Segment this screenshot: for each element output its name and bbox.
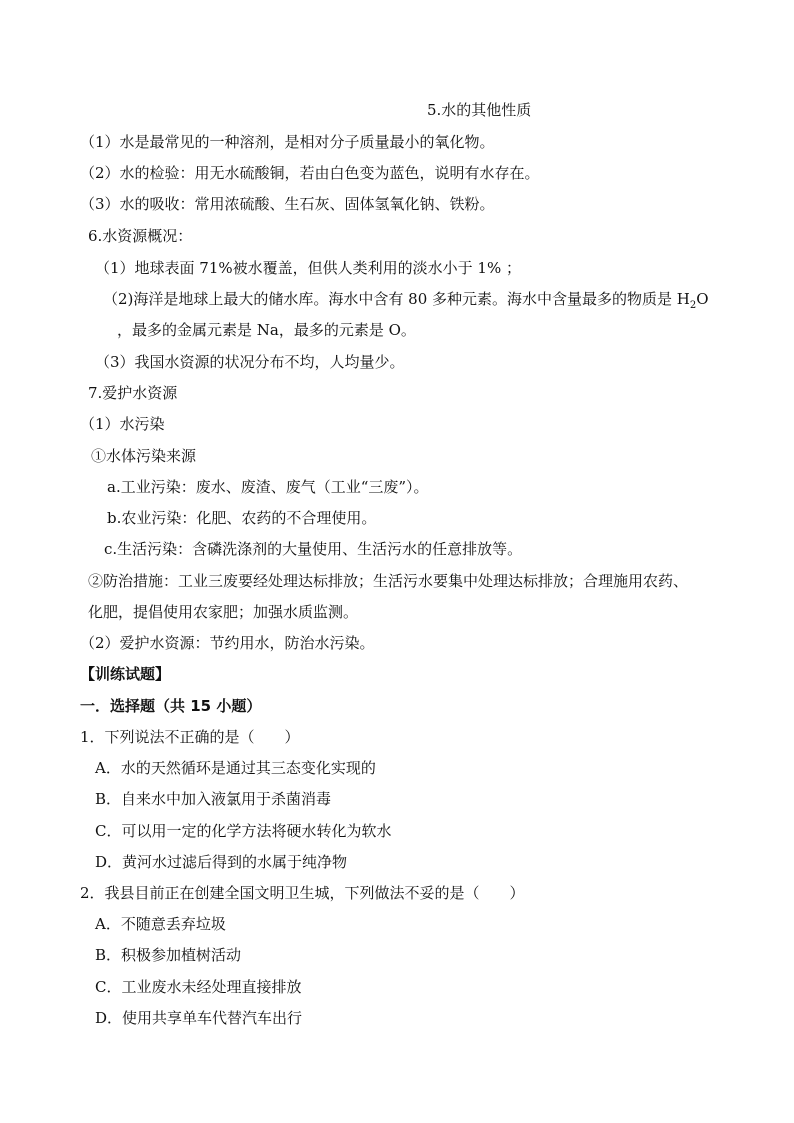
question-2-stem: 2．我县目前正在创建全国文明卫生城，下列做法不妥的是（ ） bbox=[80, 884, 525, 902]
question-1-option-a[interactable]: A．水的天然循环是通过其三态变化实现的 bbox=[95, 759, 376, 777]
subscript-2: 2 bbox=[689, 300, 697, 311]
pollution-sources-title: ①水体污染来源 bbox=[91, 447, 197, 465]
protect-item-2: （2）爱护水资源：节约用水，防治水污染。 bbox=[80, 634, 375, 652]
question-1-stem: 1．下列说法不正确的是（ ） bbox=[80, 728, 300, 746]
question-2-option-a[interactable]: A．不随意丢弃垃圾 bbox=[95, 915, 226, 933]
prevention-measures-line-1: ②防治措施：工业三废要经处理达标排放；生活污水要集中处理达标排放；合理施用农药、 bbox=[88, 572, 689, 590]
resources-item-2 bbox=[103, 289, 709, 309]
resources-item-2-tail: O bbox=[696, 290, 709, 308]
question-2-option-c[interactable]: C．工业废水未经处理直接排放 bbox=[95, 978, 302, 996]
resources-item-3: （3）我国水资源的状况分布不均，人均量少。 bbox=[95, 353, 405, 371]
prevention-measures-line-2: 化肥，提倡使用农家肥；加强水质监测。 bbox=[88, 603, 359, 621]
pollution-source-agricultural: b.农业污染：化肥、农药的不合理使用。 bbox=[107, 509, 377, 527]
question-1-option-b[interactable]: B．自来水中加入液氯用于杀菌消毒 bbox=[95, 790, 332, 808]
pollution-source-domestic: c.生活污染：含磷洗涤剂的大量使用、生活污水的任意排放等。 bbox=[104, 540, 523, 558]
section-water-other-title: 5.水的其他性质 bbox=[427, 101, 532, 119]
question-2-option-b[interactable]: B．积极参加植树活动 bbox=[95, 946, 242, 964]
pollution-source-industrial: a.工业污染：废水、废渣、废气（工业“三废”）。 bbox=[107, 478, 429, 496]
water-other-item-3: （3）水的吸收：常用浓硫酸、生石灰、固体氢氧化钠、铁粉。 bbox=[80, 195, 495, 213]
water-other-item-2: （2）水的检验：用无水硫酸铜，若由白色变为蓝色，说明有水存在。 bbox=[80, 164, 540, 182]
resources-item-1: （1）地球表面 71%被水覆盖，但供人类利用的淡水小于 1% ； bbox=[95, 259, 521, 277]
section-resources-title: 6.水资源概况： bbox=[88, 227, 193, 245]
section-protect-title: 7.爱护水资源 bbox=[88, 384, 178, 402]
water-other-item-1: （1）水是最常见的一种溶剂，是相对分子质量最小的氧化物。 bbox=[80, 133, 495, 151]
question-1-option-d[interactable]: D．黄河水过滤后得到的水属于纯净物 bbox=[95, 853, 348, 871]
pollution-title: （1）水污染 bbox=[80, 415, 165, 433]
question-1-option-c[interactable]: C．可以用一定的化学方法将硬水转化为软水 bbox=[95, 822, 392, 840]
question-2-option-d[interactable]: D．使用共享单车代替汽车出行 bbox=[95, 1009, 303, 1027]
resources-item-2-continued: ，最多的金属元素是 Na，最多的元素是 O。 bbox=[117, 321, 416, 339]
resources-item-2-text: （2)海洋是地球上最大的储水库。海水中含有 80 多种元素。海水中含量最多的物质是 H bbox=[103, 290, 690, 308]
training-header: 【训练试题】 bbox=[80, 665, 171, 683]
choice-section-title: 一．选择题（共 15 小题） bbox=[80, 697, 262, 715]
